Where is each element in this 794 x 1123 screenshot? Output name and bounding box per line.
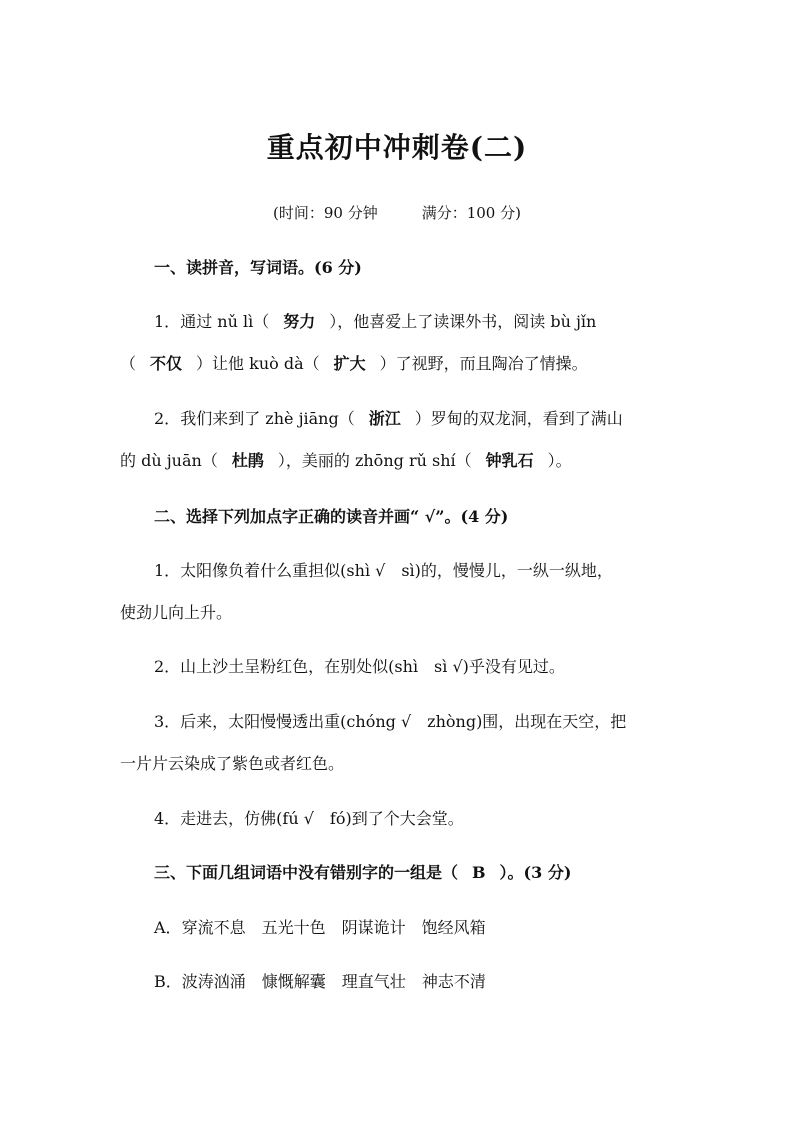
section1-q1-line1: 1．通过 nǔ lì（ 努力 ），他喜爱上了读课外书，阅读 bù jǐn — [154, 312, 597, 331]
section2-q4: 4．走进去，仿佛(fú √ fó)到了个大会堂。 — [154, 809, 464, 828]
option-b-word: 神志不清 — [421, 972, 486, 991]
answer-zhejiang: 浙江 — [368, 409, 401, 428]
section1-q1-line2: （ 不仅 ）让他 kuò dà（ 扩大 ）了视野，而且陶冶了情操。 — [120, 354, 588, 373]
option-b-word: 慷慨解囊 — [261, 972, 326, 991]
section2-q1-line1: 1．太阳像负着什么重担似(shì √ sì)的，慢慢儿，一纵一纵地， — [154, 561, 613, 580]
option-b: B．波涛汹涌 慷慨解囊 理直气壮 神志不清 — [154, 972, 486, 991]
option-b-word: 理直气壮 — [341, 972, 406, 991]
exam-time: (时间：90 分钟 — [273, 204, 378, 222]
option-b-word: 波涛汹涌 — [181, 972, 246, 991]
section3-heading: 三、下面几组词语中没有错别字的一组是（ B ）。(3 分) — [154, 863, 572, 882]
section1-q2-line2: 的 dù juān（ 杜鹃 ），美丽的 zhōng rǔ shí（ 钟乳石 ）。 — [120, 451, 572, 470]
section2-q3-line2: 一片片云染成了紫色或者红色。 — [120, 754, 345, 773]
page-title: 重点初中冲刺卷(二) — [266, 131, 528, 164]
answer-zhongrushi: 钟乳石 — [485, 451, 534, 470]
section1-heading: 一、读拼音，写词语。(6 分) — [154, 258, 362, 277]
option-a-word: 五光十色 — [261, 918, 326, 937]
answer-dujuan: 杜鹃 — [231, 451, 264, 470]
section2-q3-line1: 3．后来，太阳慢慢透出重(chóng √ zhòng)围，出现在天空，把 — [154, 712, 627, 731]
exam-info — [0, 202, 794, 223]
option-a: A．穿流不息 五光十色 阴谋诡计 饱经风箱 — [154, 918, 486, 937]
option-a-word: 阴谋诡计 — [341, 918, 406, 937]
answer-nuli: 努力 — [283, 312, 316, 331]
section2-heading: 二、选择下列加点字正确的读音并画“ √”。(4 分) — [154, 507, 509, 526]
answer-section3: B — [472, 863, 486, 882]
section1-q2-line1: 2．我们来到了 zhè jiāng（ 浙江 ）罗甸的双龙洞，看到了满山 — [154, 409, 623, 428]
option-a-word: 饱经风箱 — [421, 918, 486, 937]
answer-bujin: 不仅 — [150, 354, 183, 373]
section2-q2: 2．山上沙土呈粉红色，在别处似(shì sì √)乎没有见过。 — [154, 657, 565, 676]
section2-q1-line2: 使劲儿向上升。 — [120, 603, 233, 622]
option-a-word: 穿流不息 — [181, 918, 246, 937]
answer-kuoda: 扩大 — [333, 354, 366, 373]
exam-score: 满分：100 分) — [421, 204, 521, 222]
